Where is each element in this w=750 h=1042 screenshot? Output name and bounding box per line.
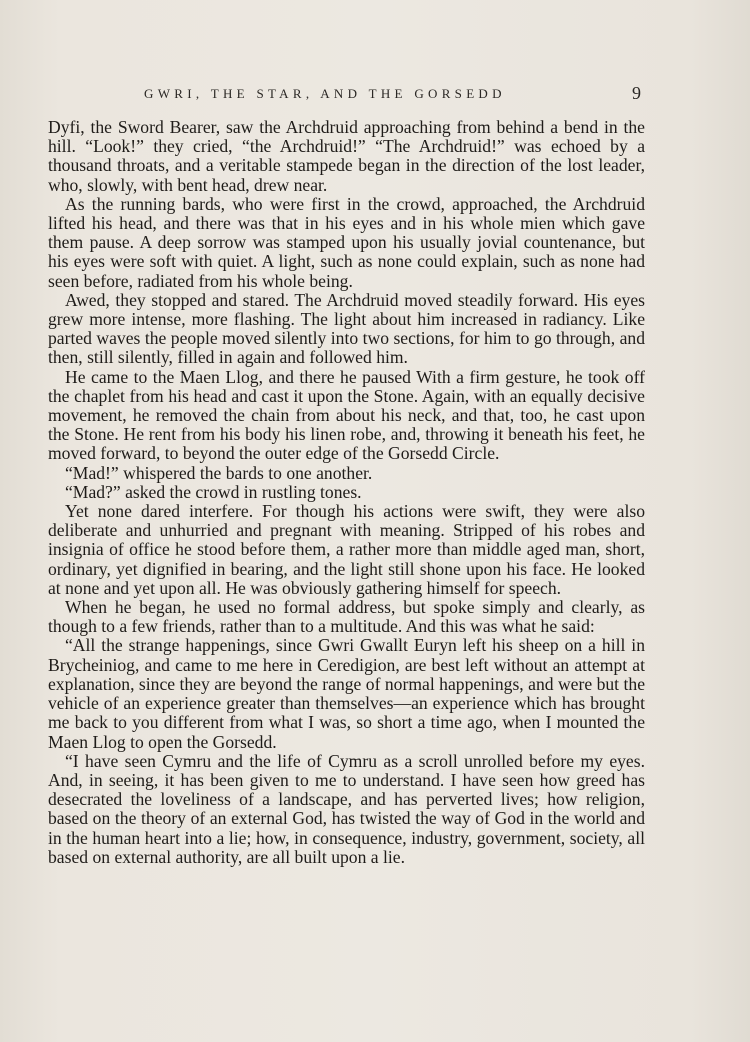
paragraph: He came to the Maen Llog, and there he paused With a firm gesture, he took off the chaplet from his head and cast it upon the Stone. Again, with an equally decisive movement, he removed the chain from about his neck, and that, too, he cast upon the Stone. He rent from his body his linen robe, and, throwing it beneath his feet, he moved forward, to beyond the outer edge of the Gorsedd Circle. <box>48 366 645 464</box>
paragraph: Awed, they stopped and stared. The Archdruid moved steadily forward. His eyes grew more intense, more flashing. The light about him increased in radiancy. Like parted waves the people moved silently into two sections, for him to go through, and then, still silently, filled in again and followed him. <box>48 289 645 368</box>
paragraph: “I have seen Cymru and the life of Cymru as a scroll unrolled before my eyes. And, in seeing, it has been given to me to understand. I have seen how greed has desecrated the loveliness of a landscape, and has perverted lives; how religion, based on the theory of an external God, has twisted the way of God in the world and in the human heart into a lie; how, in consequence, industry, government, society, all based on external authority, are all built upon a lie. <box>48 750 645 867</box>
paragraph: “Mad!” whispered the bards to one another. <box>65 462 373 483</box>
paragraph: “All the strange happenings, since Gwri Gwallt Euryn left his sheep on a hill in Brycheiniog, and came to me here in Ceredigion, are best left without an attempt at explanation, since they are beyond the range of normal happenings, and were but the vehicle of an experience greater than themselves—an experience which has brought me back to you different from what I was, so short a time ago, when I mounted the Maen Llog to open the Gorsedd. <box>48 635 645 752</box>
paragraph: Yet none dared interfere. For though his actions were swift, they were also deliberate and unhurried and pregnant with meaning. Stripped of his robes and insignia of office he stood before them, a rather more than middle aged man, short, ordinary, yet dignified in bearing, and the light still shone upon his face. He looked at none and yet upon all. He was obviously gathering himself for speech. <box>48 501 645 598</box>
paragraph: Dyfi, the Sword Bearer, saw the Archdruid approaching from behind a bend in the hill. “Look!” they cried, “the Archdruid!” “The Archdruid!” was echoed by a thousand throats, and a veritable stampede began in the direction of the lost leader, who, slowly, with bent head, drew near. <box>48 117 645 195</box>
running-header: GWRI, THE STAR, AND THE GORSEDD <box>144 86 506 101</box>
body-text <box>48 118 645 867</box>
page-number: 9 <box>632 83 641 103</box>
paragraph: “Mad?” asked the crowd in rustling tones. <box>65 481 362 502</box>
paragraph: When he began, he used no formal address, but spoke simply and clearly, as though to a few friends, rather than to a multitude. And this was what he said: <box>48 597 645 637</box>
paragraph: As the running bards, who were first in the crowd, approached, the Archdruid lifted his head, and there was that in his eyes and in his whole mien which gave them pause. A deep sorrow was stamped upon his usually jovial countenance, but his eyes were soft with quiet. A light, such as none could explain, such as none had seen before, radiated from his whole being. <box>48 193 645 291</box>
